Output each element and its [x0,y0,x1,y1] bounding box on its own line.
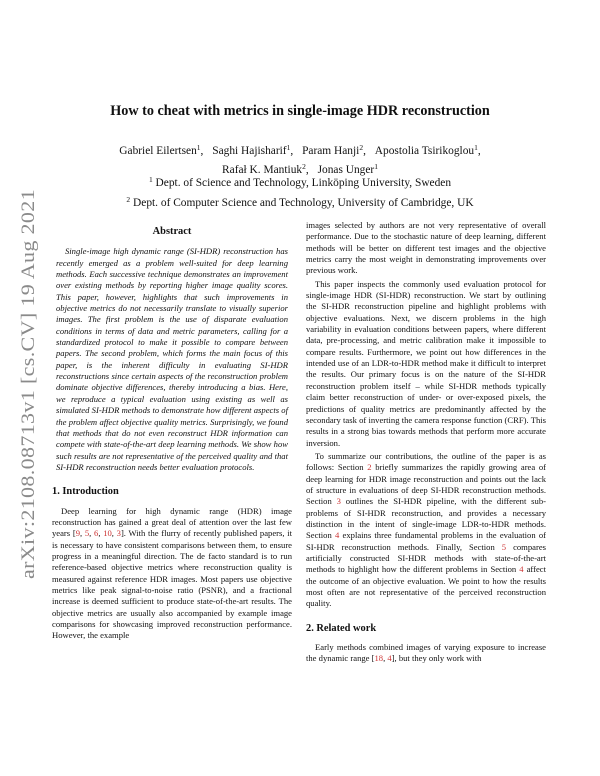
section-link[interactable]: 4 [335,530,340,541]
arxiv-identifier [10,185,42,585]
abstract-text: Single-image high dynamic range (SI-HDR) reconstruction has recently emerged as a problem well-suited for deep learning methods. Each successive technique demonstrates an improvement over existing methods by reporting higher image quality scores. This paper, however, highlights that such improvements in objective metrics do not necessarily translate to visually superior images. The first problem is the use of disparate evaluation conditions in terms of data and metric parameters, calling for a standardized protocol to make it possible to compare between papers. The second problem, which forms the main focus of this paper, is the inherent difficulty in evaluating SI-HDR reconstructions since certain aspects of the reconstruction problem dominate objective differences, thereby introducing a bias. Here, we reproduce a typical evaluation using existing as well as simulated SI-HDR methods to demonstrate how different aspects of the problem affect objective quality metrics. Surprisingly, we found that methods that do not even reconstruct HDR information can compete with state-of-the-art deep learning methods. We show how such results are not representative of the perceived quality and that SI-HDR reconstruction needs better evaluation protocols. [56,246,288,472]
section-link[interactable]: 2 [367,462,372,473]
section-link[interactable]: 4 [519,564,524,575]
citation-link[interactable]: 9 [75,528,81,539]
introduction-paragraph: This paper inspects the commonly used evaluation protocol for single-image HDR (SI-HDR) reconstruction. We start by outlining the SI-HDR reconstruction pipeline and highlight problems with objective evaluations. Next, we discern problems in the high variability in evaluation conditions between papers, where different data, pre-processing, and metric calibration make it impossible to compare results. Furthermore, we point out how differences in the intended use of an LDR-to-HDR method make it difficult to interpret the results. Our primary focus is on the nature of the SI-HDR reconstruction problem itself – while SI-HDR methods typically claim better reconstruction of under- or over-exposed pixels, the predictions of quality metrics are predominantly affected by the secondary task of inverting the camera response function (CRF). This results in a strong bias towards methods that perform more accurate inversion. [306,278,546,448]
introduction-paragraph: Deep learning for high dynamic range (HDR) image reconstruction has gained a great deal of attention over the last few years [9, 5, 6, 10, 3]. With the flurry of recently published papers, it is necessary to have consistent comparisons between them, to ensure progress in a meaningful direction. The de facto standard is to run reference-based objective metrics where reconstruction quality is measured against reference HDR images. Most papers use objective metrics like peak signal-to-noise ratio (PSNR), and a fractional increase is deemed sufficient to produce state-of-the-art results. The objective metrics are usually also accompanied by example image comparisons for showcasing improved reconstruction performance. However, the example [52,505,292,641]
abstract-heading: Abstract [152,226,192,237]
citation-link[interactable]: 6 [94,528,99,539]
section-heading-introduction: 1. Introduction [52,486,119,498]
author: Param Hanji$^2$, [302,143,366,157]
left-column [52,226,292,644]
citation-link[interactable]: 18 [374,653,384,664]
author: Saghi Hajisharif$^1$, [212,143,294,157]
section-link[interactable]: 5 [501,541,507,552]
author: Jonas Unger$^1$ [317,162,378,176]
affiliation: $^2$ Dept. of Computer Science and Technology, University of Cambridge, UK [126,194,474,209]
citation-link[interactable]: 4 [387,653,392,664]
paper-title: How to cheat with metrics in single-image HDR reconstruction [110,103,490,119]
section-heading-related-work: 2. Related work [306,622,377,634]
citation-link[interactable]: 3 [116,528,121,539]
citation-link[interactable]: 5 [84,528,90,539]
author: Gabriel Eilertsen$^1$, [119,143,204,157]
author-line-1 [60,140,540,159]
introduction-paragraph: images selected by authors are not very representative of overall performance. Due to the stochastic nature of deep learning, different methods will be better on different test images and the objective metrics carry the most weight in demonstrating improvements over previous work. [306,220,546,276]
affiliation: $^1$ Dept. of Science and Technology, Linköping University, Sweden [148,175,452,189]
related-work-paragraph: Early methods combined images of varying exposure to increase the dynamic range [18, 4], but they only work with [306,642,546,664]
section-link[interactable]: 3 [336,496,341,507]
arxiv-identifier-text: arXiv:2108.08713v1 [cs.CV] 19 Aug 2021 [18,242,39,579]
contributions-paragraph: To summarize our contributions, the outline of the paper is as follows: Section 2 briefly summarizes the rapidly growing area of deep learning for HDR image reconstruction and points out the lack of structure in evaluations of deep SI-HDR reconstruction methods. Section 3 outlines the SI-HDR pipeline, with the different sub-problems of SI-HDR reconstruction, and provides a necessary distinction in the intent of single-image LDR-to-HDR methods. Section 4 explains three fundamental problems in the evaluation of SI-HDR reconstruction methods. Finally, Section 5 compares artificially constructed SI-HDR methods with state-of-the-art methods to highlight how the different problems in Section 4 affect the outcome of an objective evaluation. We point to how the results most often are not representative of the perceived reconstruction quality. [306,450,547,609]
author: Apostolia Tsirikoglou$^1$, [374,143,481,157]
right-column [306,220,546,667]
author: Rafał K. Mantiuk$^2$, [222,162,309,176]
affiliations [60,172,540,211]
citation-link[interactable]: 10 [103,528,112,539]
